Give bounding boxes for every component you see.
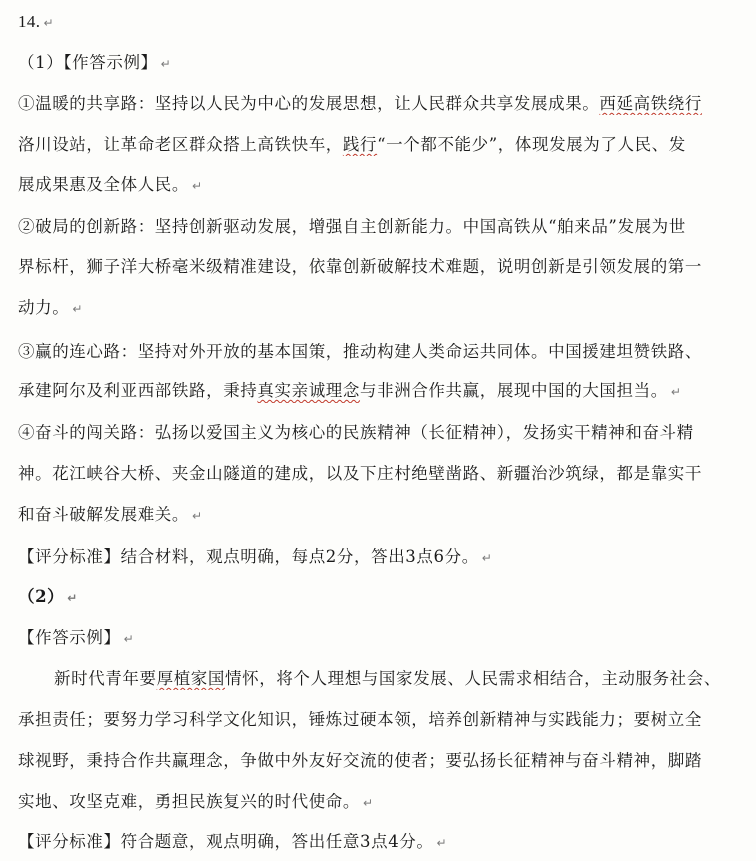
part2-para-line3: 球视野，秉持合作共赢理念，争做中外友好交流的使者；要弘扬长征精神与奋斗精神，脚踏 bbox=[18, 751, 702, 770]
item2-line3: 动力。 ↵ bbox=[18, 298, 83, 317]
part1-scoring: 【评分标准】结合材料，观点明确，每点2分，答出3点6分。 ↵ bbox=[18, 547, 493, 566]
paragraph-mark-icon: ↵ bbox=[123, 632, 135, 646]
item1-line1: ①温暖的共享路：坚持以人民为中心的发展思想，让人民群众共享发展成果。西延高铁绕行 bbox=[18, 94, 703, 113]
part2-para-line2: 承担责任；要努力学习科学文化知识，锤炼过硬本领，培养创新精神与实践能力；要树立全 bbox=[18, 710, 702, 729]
paragraph-mark-icon: ↵ bbox=[72, 302, 83, 316]
item2-line1: ②破局的创新路：坚持创新驱动发展，增强自主创新能力。中国高铁从“舶来品”发展为世 bbox=[18, 217, 686, 236]
paragraph-mark-icon: ↵ bbox=[67, 591, 78, 605]
paragraph-mark-icon: ↵ bbox=[436, 836, 448, 850]
item2-line2: 界标杆，狮子洋大桥毫米级精准建设，依靠创新破解技术难题，说明创新是引领发展的第一 bbox=[18, 257, 702, 276]
item4-line1: ④奋斗的闯关路：弘扬以爱国主义为核心的民族精神（长征精神），发扬实干精神和奋斗精 bbox=[18, 423, 694, 442]
paragraph-mark-icon: ↵ bbox=[160, 57, 172, 71]
paragraph-mark-icon: ↵ bbox=[43, 16, 54, 30]
paragraph-mark-icon: ↵ bbox=[192, 179, 203, 193]
part2-example-label: 【作答示例】 ↵ bbox=[18, 628, 135, 647]
item3-line1: ③赢的连心路：坚持对外开放的基本国策，推动构建人类命运共同体。中国援建坦赞铁路、 bbox=[18, 342, 702, 361]
part1-heading bbox=[18, 52, 748, 75]
item1-line3: 展成果惠及全体人民。 ↵ bbox=[18, 175, 203, 194]
item1-line2: 洛川设站，让革命老区群众搭上高铁快车，践行“一个都不能少”，体现发展为了人民、发 bbox=[18, 135, 686, 154]
part2-para-line4: 实地、攻坚克难，勇担民族复兴的时代使命。 ↵ bbox=[18, 792, 374, 811]
paragraph-mark-icon: ↵ bbox=[363, 796, 374, 810]
part2-scoring: 【评分标准】符合题意，观点明确，答出任意3点4分。 ↵ bbox=[18, 832, 448, 851]
part1-label: （1） bbox=[18, 53, 64, 72]
part2-label: （2） ↵ bbox=[18, 587, 78, 606]
item4-line3: 和奋斗破解发展难关。 ↵ bbox=[18, 505, 203, 524]
question-number: 14. ↵ bbox=[18, 12, 54, 31]
part1-example-label: 【作答示例】 bbox=[63, 53, 158, 72]
item4-line2: 神。花江峡谷大桥、夹金山隧道的建成，以及下庄村绝壁凿路、新疆治沙筑绿，都是靠实干 bbox=[18, 464, 702, 483]
paragraph-mark-icon: ↵ bbox=[481, 551, 493, 565]
paragraph-mark-icon: ↵ bbox=[192, 509, 203, 523]
part2-para-line1: 新时代青年要厚植家国情怀，将个人理想与国家发展、人民需求相结合，主动服务社会、 bbox=[54, 669, 721, 688]
item3-line2: 承建阿尔及利亚西部铁路，秉持真实亲诚理念与非洲合作共赢，展现中国的大国担当。 ↵ bbox=[18, 381, 682, 400]
paragraph-mark-icon: ↵ bbox=[670, 385, 682, 399]
